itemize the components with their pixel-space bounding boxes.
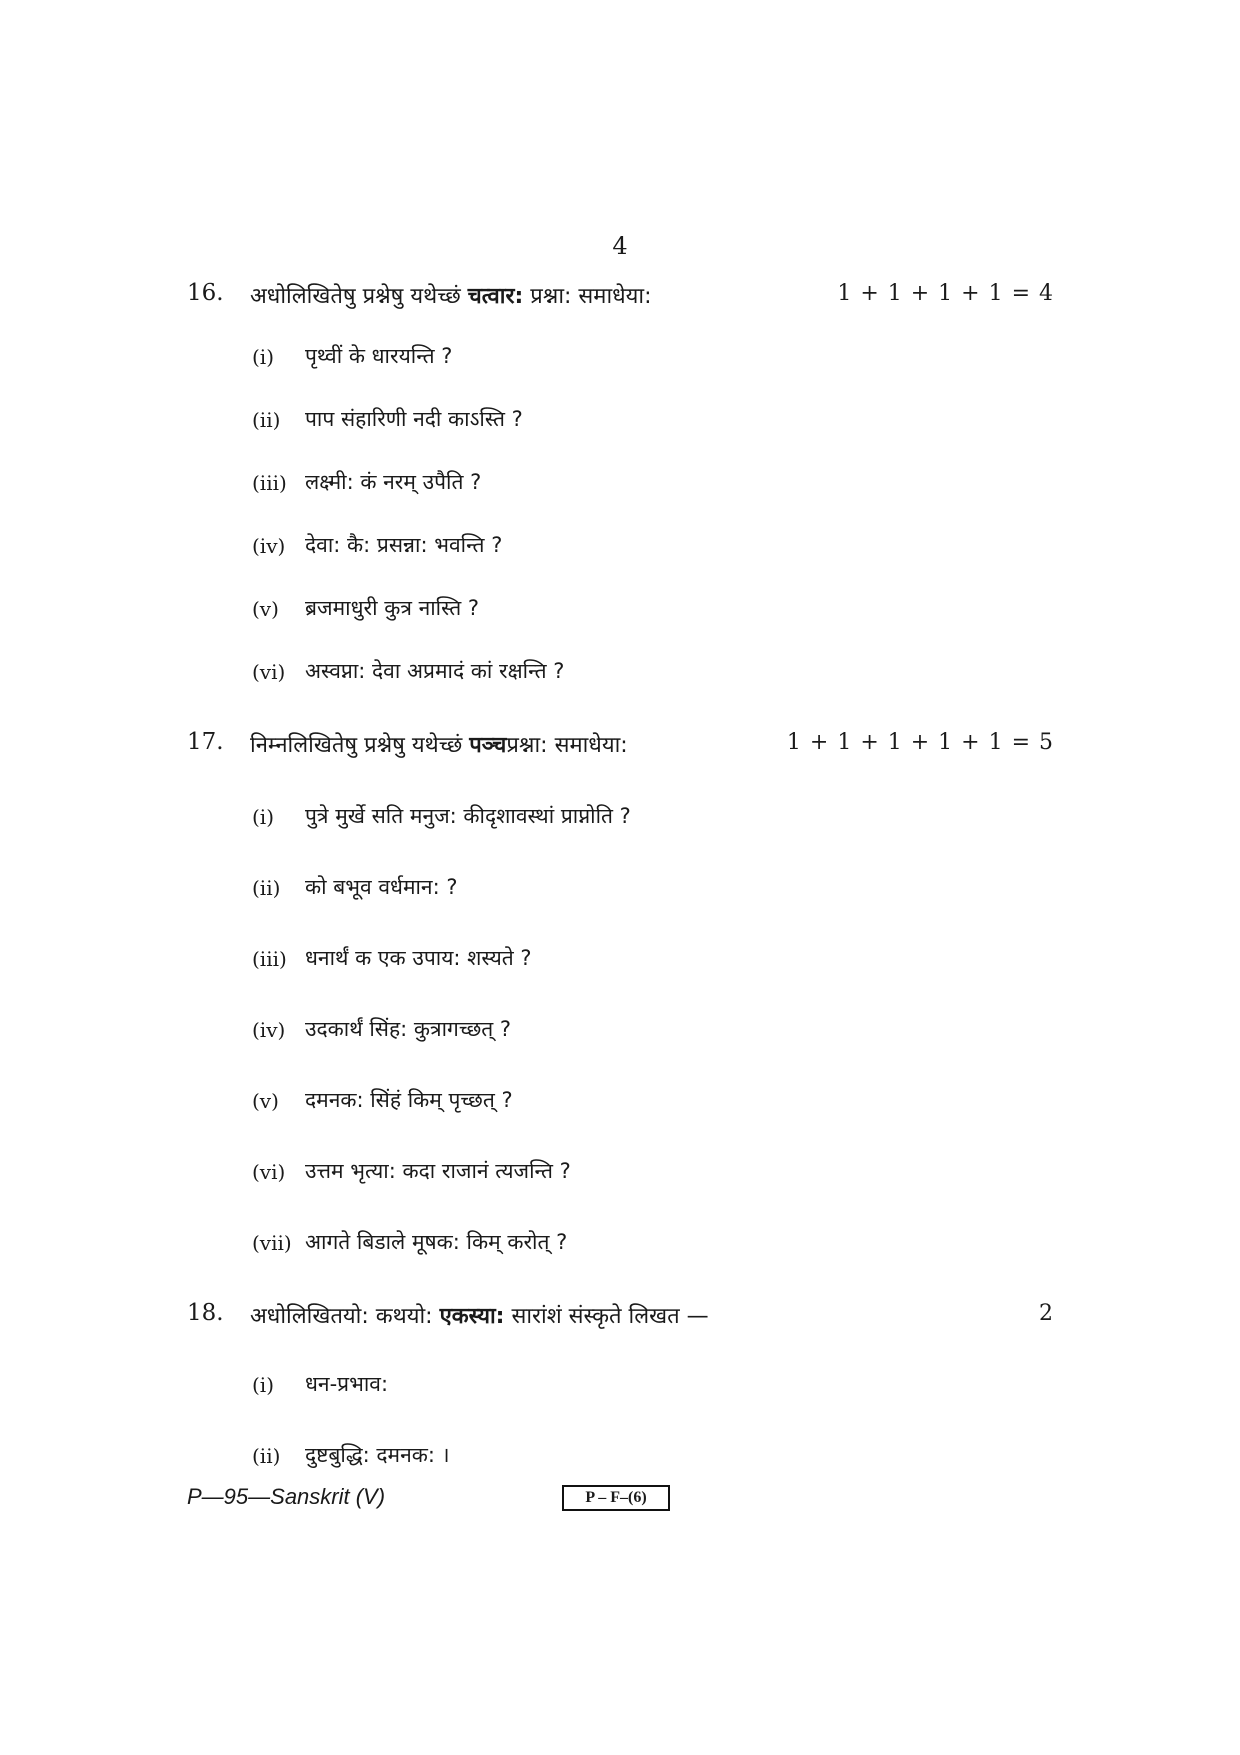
question-18-text-before: अधोलिखितयो: कथयो:	[250, 1304, 440, 1329]
question-17-marks: 1 + 1 + 1 + 1 + 1 = 5	[786, 730, 1054, 755]
question-16-marks: 1 + 1 + 1 + 1 = 4	[837, 281, 1054, 306]
q17-item-label: (ii)	[252, 876, 281, 900]
q16-item-text: पाप संहारिणी नदी काऽस्ति ?	[305, 407, 523, 431]
form-code-box: P – F–(6)	[562, 1485, 670, 1511]
question-17-text-bold: पञ्च	[469, 733, 507, 758]
q18-item-label: (ii)	[252, 1444, 281, 1468]
q17-item-text: उदकार्थं सिंह: कुत्रागच्छत् ?	[305, 1017, 512, 1041]
question-18-marks: 2	[1039, 1301, 1054, 1326]
q16-item-text: लक्ष्मी: कं नरम् उपैति ?	[305, 470, 482, 494]
question-16-text-bold: चत्वार:	[467, 284, 524, 309]
q17-item-label: (v)	[252, 1089, 279, 1113]
q18-item-text: दुष्टबुद्धि: दमनक: ।	[305, 1443, 450, 1467]
q16-item-label: (ii)	[252, 408, 281, 432]
q16-item-text: ब्रजमाधुरी कुत्र नास्ति ?	[305, 596, 480, 620]
question-17-text-before: निम्नलिखितेषु प्रश्नेषु यथेच्छं	[250, 733, 470, 758]
q17-item-text: को बभूव वर्धमान: ?	[305, 875, 458, 899]
question-17-text	[250, 729, 628, 759]
question-17-number: 17.	[187, 729, 224, 755]
question-18-text	[250, 1300, 709, 1330]
question-16-text	[250, 280, 652, 310]
q17-item-text: दमनक: सिंहं किम् पृच्छत् ?	[305, 1088, 513, 1112]
q17-item-text: उत्तम भृत्या: कदा राजानं त्यजन्ति ?	[305, 1159, 571, 1183]
q17-item-text: आगते बिडाले मूषक: किम् करोत् ?	[305, 1230, 568, 1254]
q16-item-text: अस्वप्ना: देवा अप्रमादं कां रक्षन्ति ?	[305, 659, 565, 683]
q17-item-label: (vii)	[252, 1231, 292, 1255]
q18-item-text: धन-प्रभाव:	[305, 1372, 389, 1396]
question-16-text-before: अधोलिखितेषु प्रश्नेषु यथेच्छं	[250, 284, 468, 309]
q18-item-label: (i)	[252, 1373, 275, 1397]
q16-item-text: देवा: कै: प्रसन्ना: भवन्ति ?	[305, 533, 503, 557]
q16-item-label: (iv)	[252, 534, 286, 558]
q16-item-label: (v)	[252, 597, 279, 621]
question-17-text-after: प्रश्ना: समाधेया:	[506, 733, 628, 758]
question-18-text-after: सारांशं संस्कृते लिखत —	[504, 1304, 709, 1329]
q17-item-label: (vi)	[252, 1160, 286, 1184]
question-18-number: 18.	[187, 1300, 224, 1326]
q16-item-label: (i)	[252, 345, 275, 369]
q16-item-text: पृथ्वीं के धारयन्ति ?	[305, 344, 453, 368]
question-18-text-bold: एकस्या:	[439, 1304, 505, 1329]
q17-item-text: धनार्थं क एक उपाय: शस्यते ?	[305, 946, 532, 970]
q17-item-label: (iii)	[252, 947, 287, 971]
question-16-text-after: प्रश्ना: समाधेया:	[523, 284, 652, 309]
question-16-number: 16.	[187, 280, 224, 306]
q17-item-label: (iv)	[252, 1018, 286, 1042]
q16-item-label: (vi)	[252, 660, 286, 684]
paper-code: P—95—Sanskrit (V)	[187, 1484, 386, 1509]
page-number: 4	[612, 232, 628, 260]
q17-item-label: (i)	[252, 805, 275, 829]
q17-item-text: पुत्रे मुर्खे सति मनुज: कीदृशावस्थां प्राप्नोति ?	[305, 804, 631, 828]
q16-item-label: (iii)	[252, 471, 287, 495]
